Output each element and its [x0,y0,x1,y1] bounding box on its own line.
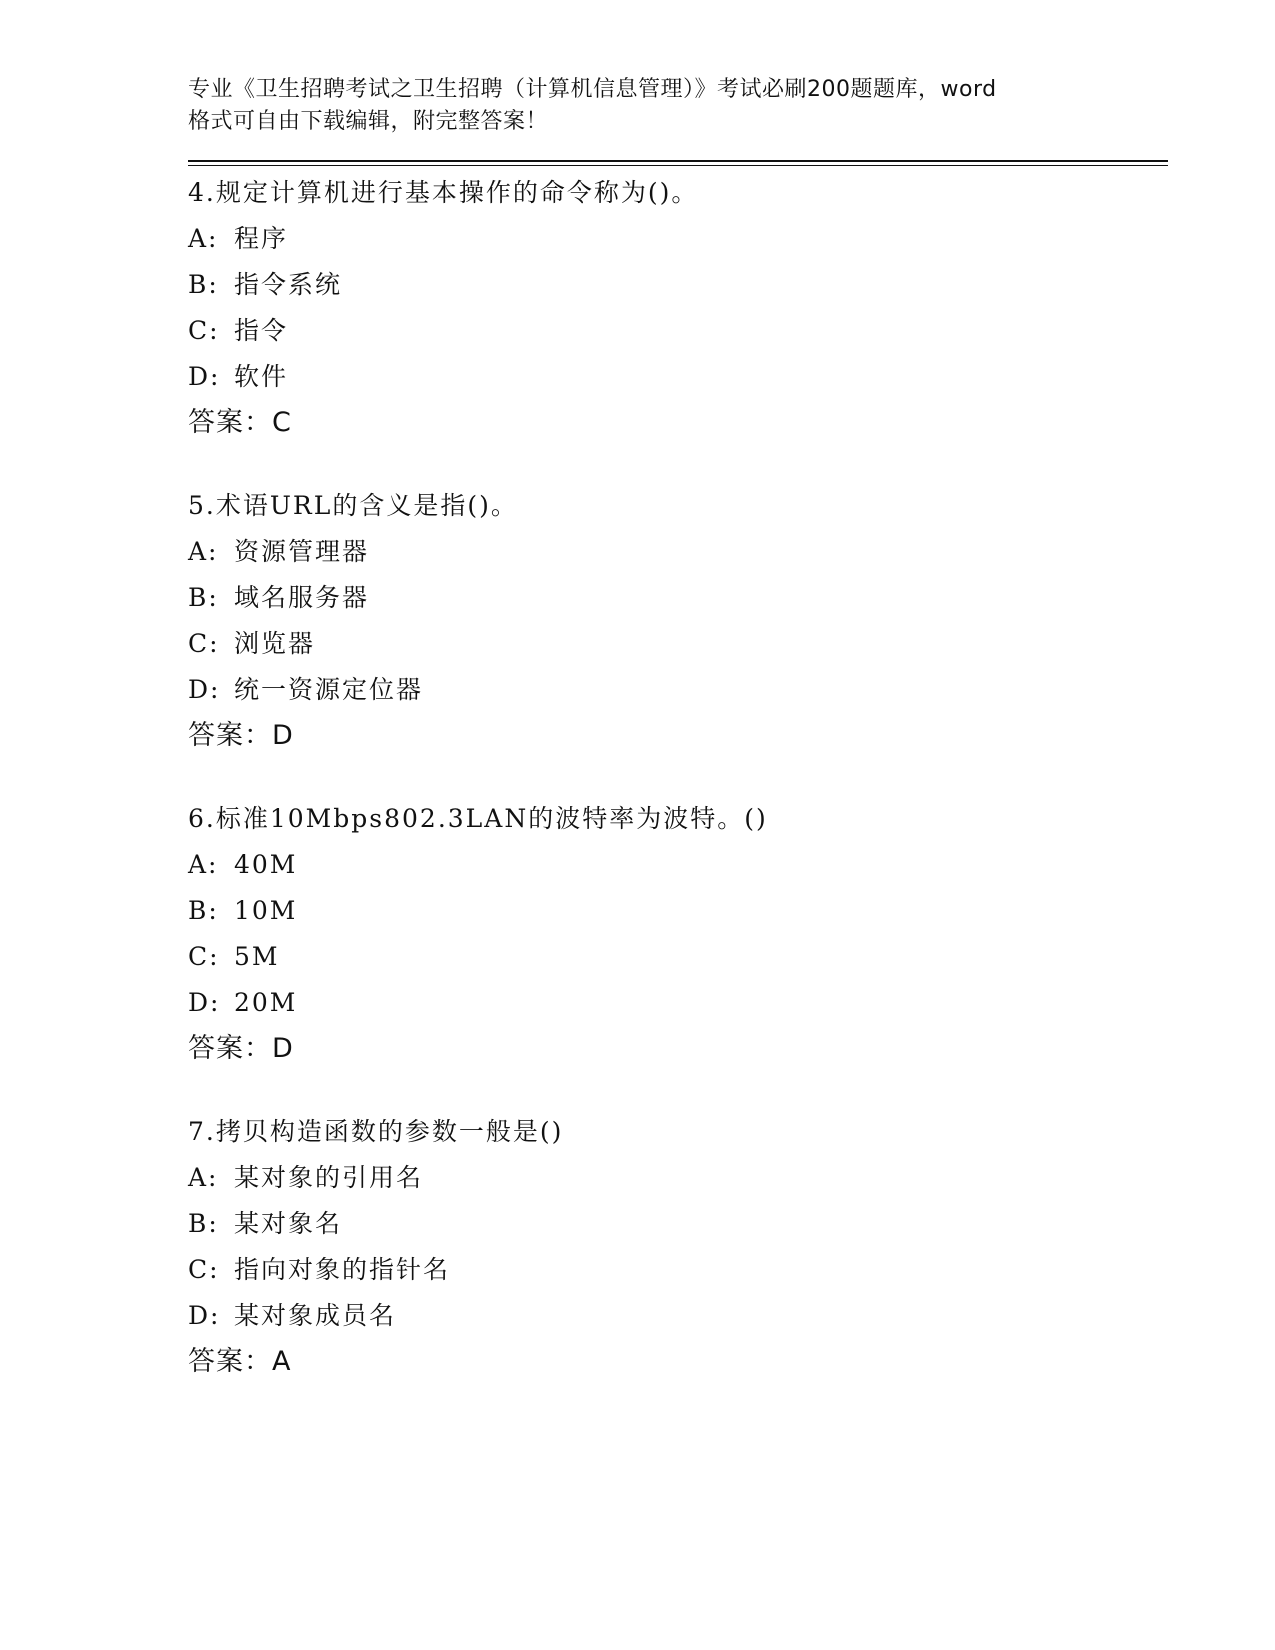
option-letter: D: [188,675,221,704]
answer-label: 答案：C [188,407,292,438]
option-text: 10M [234,896,298,925]
option-b [188,1209,1168,1255]
option-c [188,629,1168,675]
option-letter: B: [188,270,219,299]
option-letter: A: [188,1163,219,1192]
option-text: 域名服务器 [234,583,370,612]
question-block [188,1117,1168,1377]
option-letter: B: [188,896,219,925]
option-a [188,224,1168,270]
option-letter: B: [188,583,219,612]
question-block [188,804,1168,1064]
option-letter: A: [188,224,219,253]
option-text: 某对象名 [234,1209,343,1238]
header-divider [188,160,1168,166]
option-letter: C: [188,316,220,345]
option-letter: A: [188,537,219,566]
option-text: 指令 [234,316,289,345]
option-letter: C: [188,942,220,971]
option-d [188,988,1168,1034]
option-text: 指令系统 [234,270,343,299]
option-letter: D: [188,1301,221,1330]
option-text: 软件 [234,362,289,391]
option-a [188,537,1168,583]
option-b [188,896,1168,942]
option-text: 统一资源定位器 [234,675,424,704]
option-text: 某对象成员名 [234,1301,397,1330]
option-text: 程序 [234,224,289,253]
option-d [188,362,1168,408]
option-b [188,583,1168,629]
document-page [188,74,1168,1377]
question-block [188,491,1168,751]
question-text: 4.规定计算机进行基本操作的命令称为()。 [188,178,699,207]
option-text: 某对象的引用名 [234,1163,424,1192]
option-text: 浏览器 [234,629,316,658]
question-text: 7.拷贝构造函数的参数一般是() [188,1117,564,1146]
answer-label: 答案：A [188,1346,292,1377]
option-c [188,942,1168,988]
option-a [188,1163,1168,1209]
option-d [188,1301,1168,1347]
option-c [188,1255,1168,1301]
option-text: 20M [234,988,298,1017]
option-letter: A: [188,850,219,879]
answer-label: 答案：D [188,720,294,751]
question-text: 5.术语URL的含义是指()。 [188,491,518,520]
header-line-2: 格式可自由下载编辑，附完整答案！ [188,109,549,134]
option-b [188,270,1168,316]
option-c [188,316,1168,362]
option-text: 40M [234,850,298,879]
question-text: 6.标准10Mbps802.3LAN的波特率为波特。() [188,804,768,833]
option-text: 指向对象的指针名 [234,1255,451,1284]
option-letter: B: [188,1209,219,1238]
option-text: 资源管理器 [234,537,370,566]
question-block [188,178,1168,438]
option-letter: D: [188,988,221,1017]
answer-label: 答案：D [188,1033,294,1064]
option-a [188,850,1168,896]
header-line-1: 专业《卫生招聘考试之卫生招聘（计算机信息管理）》考试必刷200题题库，word [188,77,997,102]
option-text: 5M [234,942,280,971]
option-letter: D: [188,362,221,391]
option-letter: C: [188,1255,220,1284]
option-letter: C: [188,629,220,658]
option-d [188,675,1168,721]
